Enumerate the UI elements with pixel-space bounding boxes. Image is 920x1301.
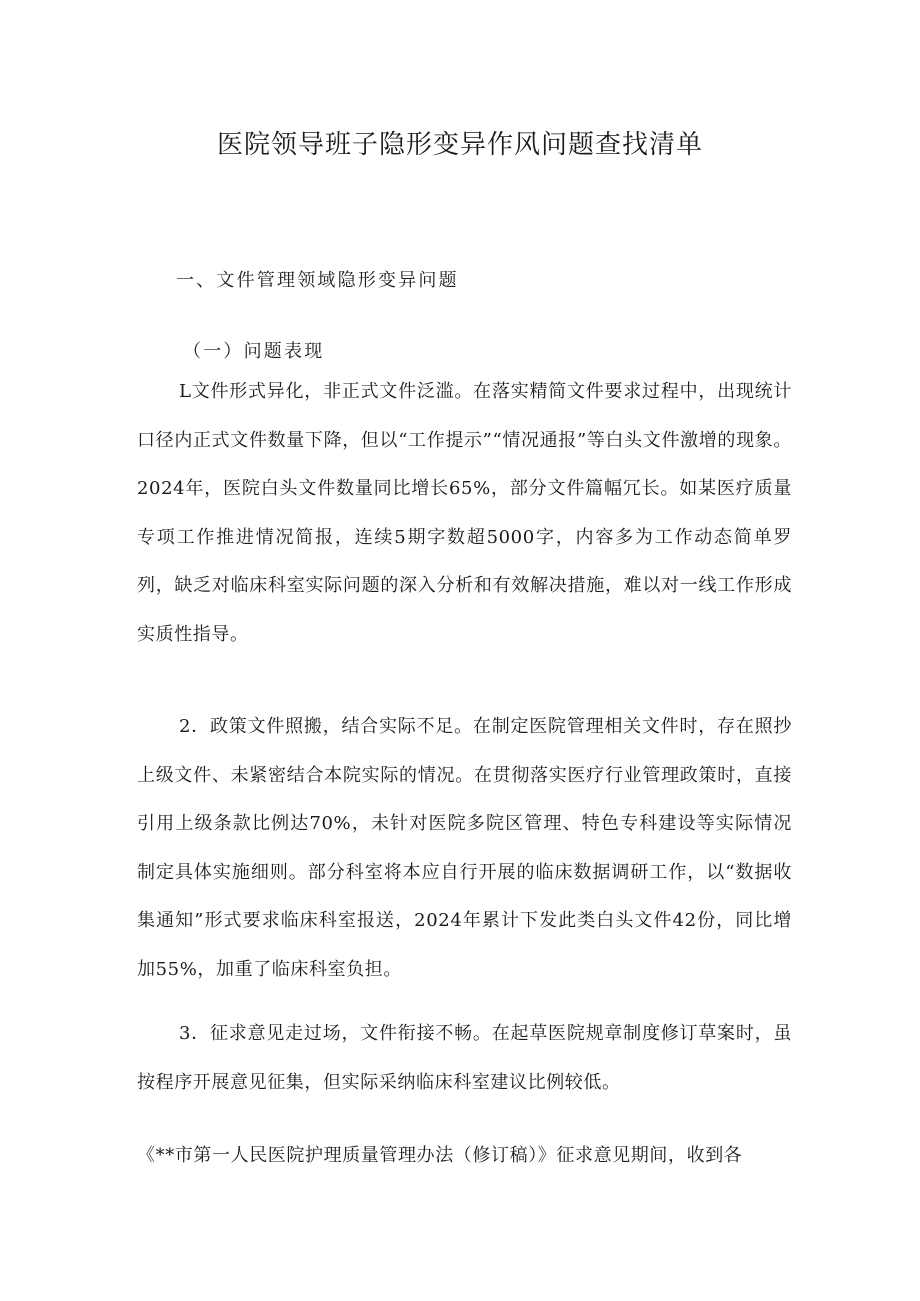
subsection-heading: （一）问题表现 (183, 341, 325, 362)
paragraph-4: 《**市第一人民医院护理质量管理办法（修订稿）》征求意见期间，收到各 (137, 1145, 743, 1166)
paragraph-3: 3．征求意见走过场，文件衔接不畅。在起草医院规章制度修订草案时，虽按程序开展意见征集，但实际采纳临床科室建议比例较低。 (137, 1023, 792, 1093)
paragraph-1: L文件形式异化，非正式文件泛滥。在落实精简文件要求过程中，出现统计口径内正式文件数量下降，但以“工作提示”“情况通报”等白头文件激增的现象。2024年，医院白头文件数量同比增长65%，部分文件篇幅冗长。如某医疗质量专项工作推进情况简报，连续5期字数超5000字，内容多为工作动态简单罗列，缺乏对临床科室实际问题的深入分析和有效解决措施，难以对一线工作形成实质性指导。 (137, 381, 792, 645)
paragraph-2: 2．政策文件照搬，结合实际不足。在制定医院管理相关文件时，存在照抄上级文件、未紧密结合本院实际的情况。在贯彻落实医疗行业管理政策时，直接引用上级条款比例达70%，未针对医院多院区管理、特色专科建设等实际情况制定具体实施细则。部分科室将本应自行开展的临床数据调研工作，以“数据收集通知”形式要求临床科室报送，2024年累计下发此类白头文件42份，同比增加55%，加重了临床科室负担。 (137, 716, 792, 980)
section-heading: 一、文件管理领域隐形变异问题 (176, 270, 459, 291)
document-title: 医院领导班子隐形变异作风问题查找清单 (216, 130, 703, 160)
